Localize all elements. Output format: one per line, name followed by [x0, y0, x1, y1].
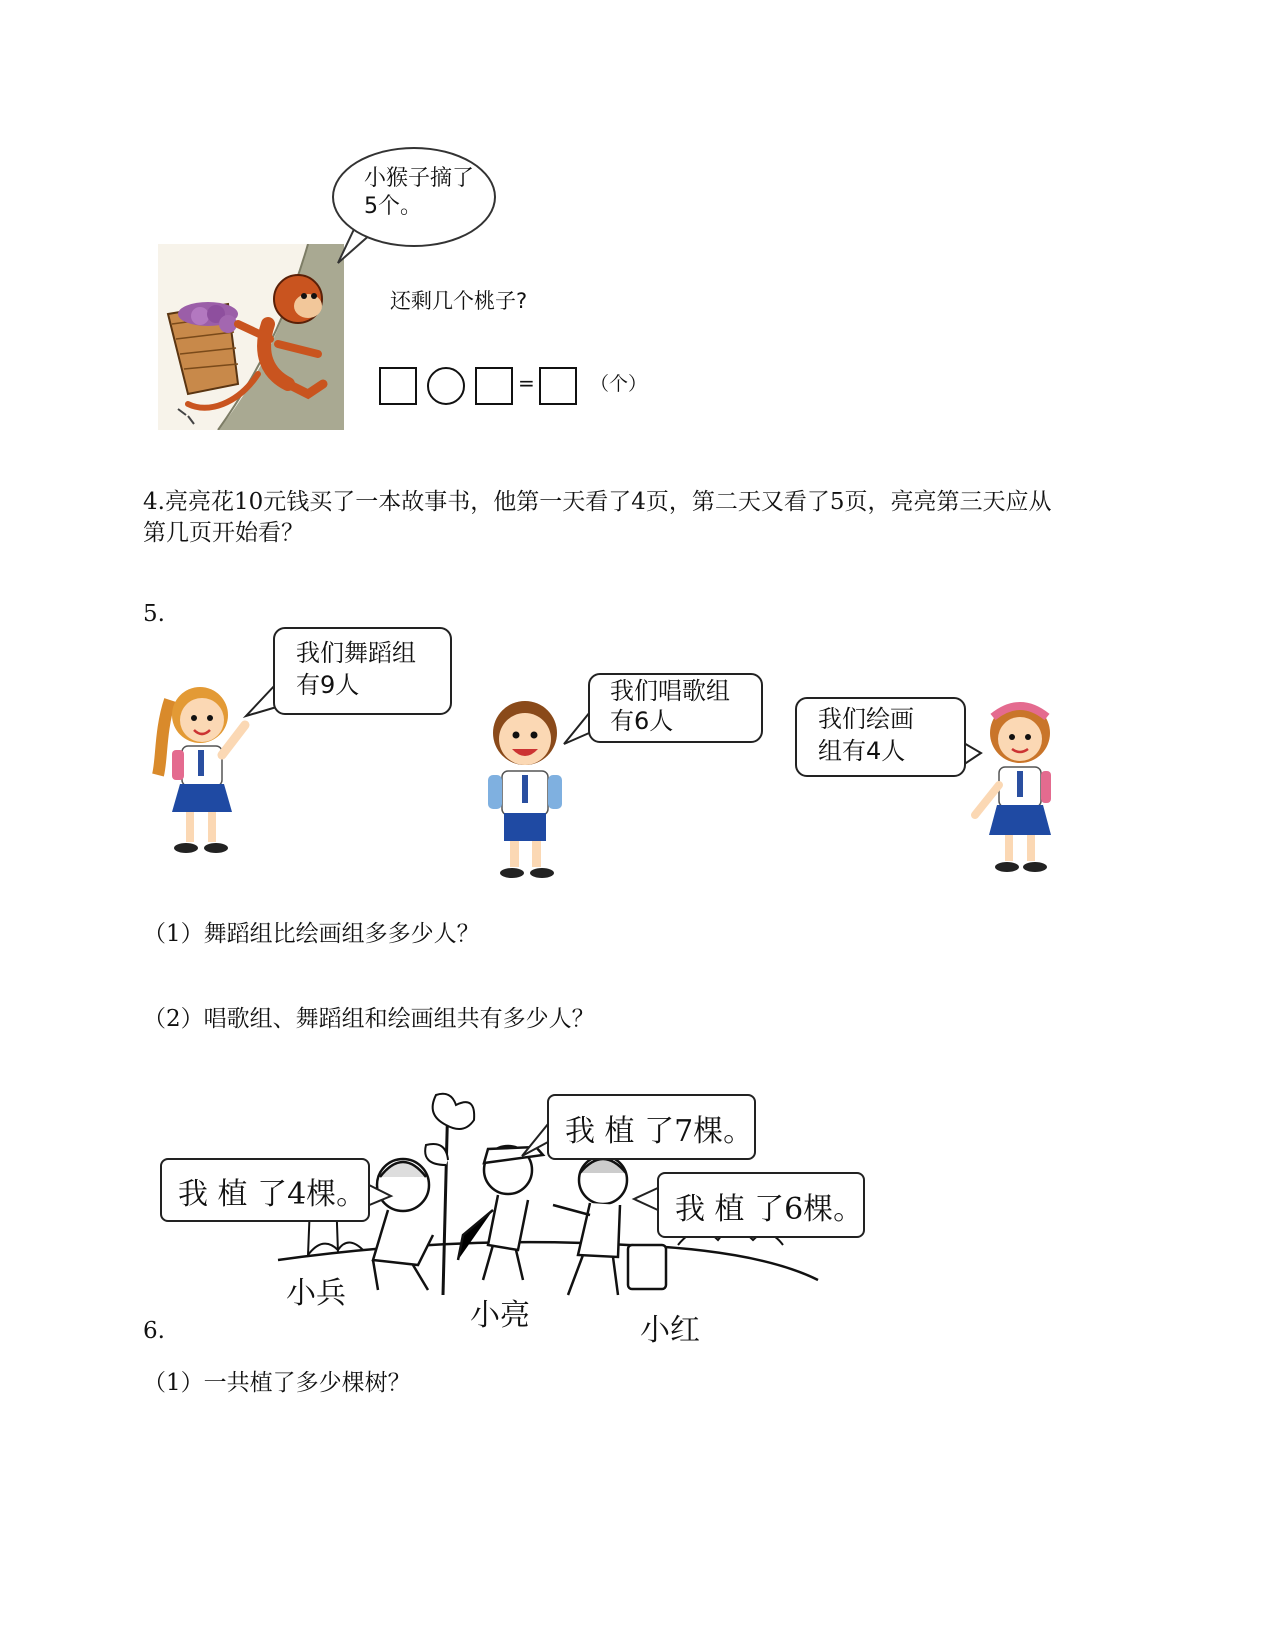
question-6-sub-1: （1）一共植了多少棵树？ [143, 1370, 411, 1396]
dance-bubble-line-1: 我们舞蹈组 [296, 639, 416, 667]
bing-bubble-text: 我 植 了4棵。 [178, 1177, 367, 1212]
singing-bubble-line-1: 我们唱歌组 [610, 677, 730, 705]
monkey-bubble-text: 小猴子摘了5个。 [364, 166, 475, 219]
liang-bubble-text: 我 植 了7棵。 [565, 1114, 754, 1149]
question-4-line-1: 4.亮亮花10元钱买了一本故事书，他第一天看了4页，第二天又看了5页，亮亮第三天应从 [143, 489, 1052, 515]
question-6-number: 6. [143, 1318, 165, 1344]
operator-circle[interactable] [427, 367, 465, 405]
hong-bubble-text: 我 植 了6棵。 [675, 1192, 864, 1227]
question-5-sub-2: （2）唱歌组、舞蹈组和绘画组共有多少人？ [143, 1006, 595, 1032]
liang-bubble-tail [518, 1120, 550, 1160]
answer-box-2[interactable] [475, 367, 513, 405]
question-5-sub-1: （1）舞蹈组比绘画组多多少人？ [143, 921, 480, 947]
monkey-question: 还剩几个桃子? [390, 289, 528, 313]
name-label-liang: 小亮 [470, 1298, 530, 1333]
answer-box-1[interactable] [379, 367, 417, 405]
equals-sign: = [518, 371, 535, 395]
drawing-bubble-line-2: 组有4人 [818, 737, 906, 765]
question-4-line-2: 第几页开始看？ [143, 520, 304, 546]
drawing-bubble-line-1: 我们绘画 [818, 705, 914, 733]
name-label-bing: 小兵 [286, 1276, 346, 1311]
dance-bubble-line-2: 有9人 [296, 671, 360, 699]
drawing-girl-illustration [965, 695, 1065, 880]
unit-label: （个） [590, 373, 648, 395]
question-5-number: 5. [143, 601, 165, 627]
name-label-hong: 小红 [640, 1313, 700, 1348]
monkey-illustration [158, 244, 344, 430]
singing-bubble-line-2: 有6人 [610, 707, 674, 735]
answer-box-result[interactable] [539, 367, 577, 405]
